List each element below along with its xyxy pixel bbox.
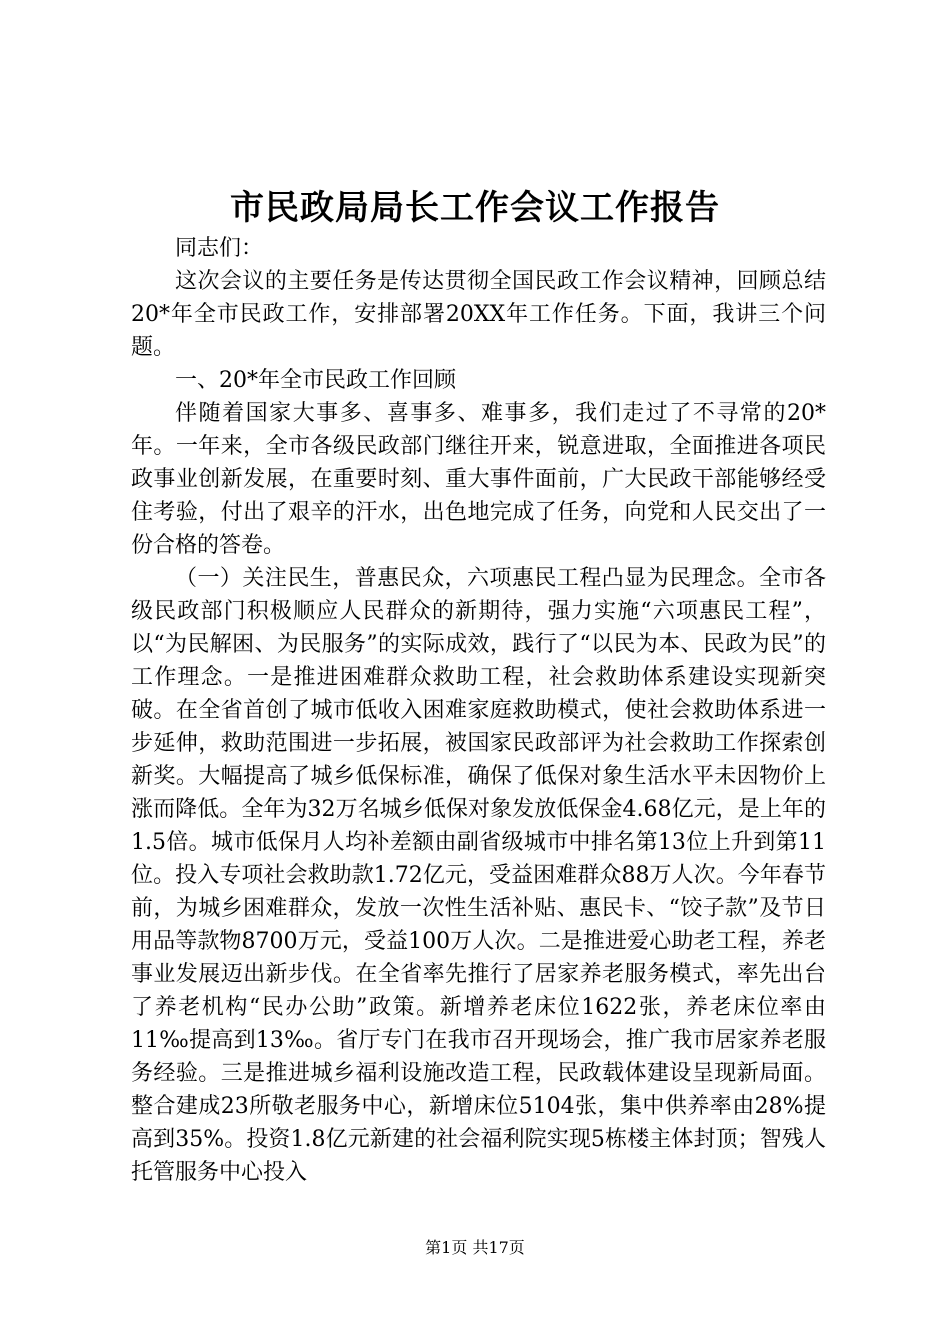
paragraph-intro: 这次会议的主要任务是传达贯彻全国民政工作会议精神，回顾总结20*年全市民政工作，安排部署20XX年工作任务。下面，我讲三个问题。 [131,269,826,360]
paragraph-review: 伴随着国家大事多、喜事多、难事多，我们走过了不寻常的20*年。一年来，全市各级民政部门继往开来，锐意进取，全面推进各项民政事业创新发展，在重要时刻、重大事件面前，广大民政干部能够经受住考验，付出了艰辛的汗水，出色地完成了任务，向党和人民交出了一份合格的答卷。 [131,401,826,558]
paragraph-subsection-one: （一）关注民生，普惠民众，六项惠民工程凸显为民理念。全市各级民政部门积极顺应人民群众的新期待，强力实施“六项惠民工程”，以“为民解困、为民服务”的实际成效，践行了“以民为本、民政为民”的工作理念。一是推进困难群众救助工程，社会救助体系建设实现新突破。在全省首创了城市低收入困难家庭救助模式，使社会救助体系进一步延伸，救助范围进一步拓展，被国家民政部评为社会救助工作探索创新奖。大幅提高了城乡低保标准，确保了低保对象生活水平未因物价上涨而降低。全年为32万名城乡低保对象发放低保金4.68亿元，是上年的1.5倍。城市低保月人均补差额由副省级城市中排名第13位上升到第11位。投入专项社会救助款1.72亿元，受益困难群众88万人次。今年春节前，为城乡困难群众，发放一次性生活补贴、惠民卡、“饺子款”及节日用品等款物8700万元，受益100万人次。二是推进爱心助老工程，养老事业发展迈出新步伐。在全省率先推行了居家养老服务模式，率先出台了养老机构“民办公助”政策。新增养老床位1622张，养老床位率由11‰提高到13‰。省厅专门在我市召开现场会，推广我市居家养老服务经验。三是推进城乡福利设施改造工程，民政载体建设呈现新局面。整合建成23所敬老服务中心，新增床位5104张，集中供养率由28%提高到35%。投资1.8亿元新建的社会福利院实现5栋楼主体封顶；智残人托管服务中心投入 [131,566,826,1185]
paragraph-salutation: 同志们： [175,236,264,261]
document-title: 市民政局局长工作会议工作报告 [230,188,720,228]
section-heading: 一、20*年全市民政工作回顾 [175,368,456,393]
page-footer: 第1页 共17页 [425,1238,525,1257]
document-body [131,232,826,1189]
